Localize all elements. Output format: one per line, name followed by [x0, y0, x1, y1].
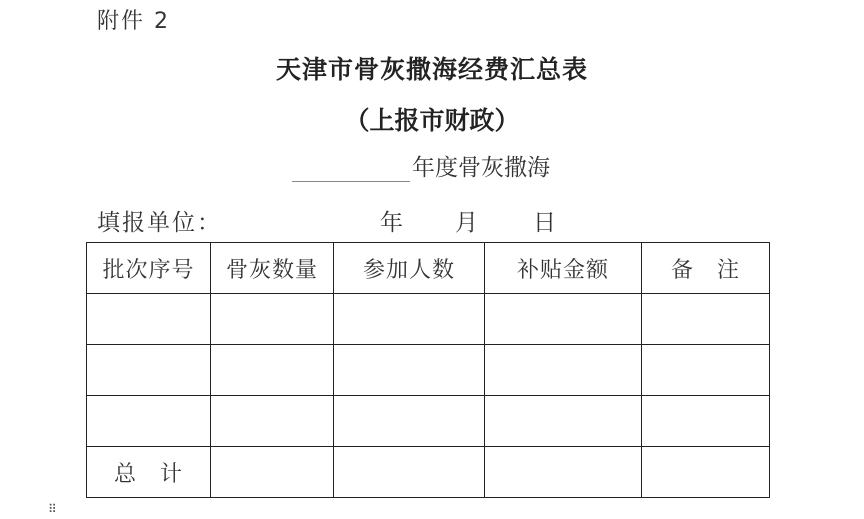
- header-participants: 参加人数: [334, 243, 485, 294]
- attachment-label: 附件 2: [97, 9, 170, 34]
- table-cell[interactable]: [211, 294, 334, 345]
- document-subtitle: （上报市财政）: [344, 106, 520, 135]
- table-cell[interactable]: [642, 447, 770, 498]
- year-suffix: 年度骨灰撒海: [412, 155, 550, 181]
- table-cell[interactable]: [211, 447, 334, 498]
- table-cell[interactable]: [642, 345, 770, 396]
- table-cell[interactable]: [485, 447, 642, 498]
- table-header-row: [87, 243, 770, 294]
- table-cell[interactable]: [211, 345, 334, 396]
- table-cell[interactable]: [334, 396, 485, 447]
- table-cell[interactable]: [334, 345, 485, 396]
- table-cell[interactable]: [642, 396, 770, 447]
- table-row: [87, 396, 770, 447]
- table-cell[interactable]: [485, 396, 642, 447]
- table-cell[interactable]: [485, 345, 642, 396]
- header-subsidy-amount: 补贴金额: [485, 243, 642, 294]
- table-cell[interactable]: [87, 294, 211, 345]
- table-row: [87, 294, 770, 345]
- summary-table: [86, 242, 770, 498]
- reporting-unit-row: [97, 204, 777, 234]
- table-cell[interactable]: [87, 396, 211, 447]
- date-month-label: 月: [455, 210, 478, 236]
- year-line: [292, 154, 550, 182]
- document-title: 天津市骨灰撒海经费汇总表: [275, 55, 588, 84]
- table-row: [87, 345, 770, 396]
- header-batch-number: 批次序号: [87, 243, 211, 294]
- header-ashes-count: 骨灰数量: [211, 243, 334, 294]
- table-cell[interactable]: [87, 345, 211, 396]
- drag-handle-icon[interactable]: ⠿: [48, 502, 57, 516]
- table-cell[interactable]: [211, 396, 334, 447]
- date-year-label: 年: [380, 210, 403, 236]
- table-cell[interactable]: [334, 294, 485, 345]
- total-label: 总 计: [87, 447, 211, 498]
- table-cell[interactable]: [485, 294, 642, 345]
- table-cell[interactable]: [334, 447, 485, 498]
- header-remarks: 备 注: [642, 243, 770, 294]
- date-day-label: 日: [533, 210, 556, 236]
- table-cell[interactable]: [642, 294, 770, 345]
- table-total-row: [87, 447, 770, 498]
- year-blank-field[interactable]: [292, 157, 410, 182]
- reporting-unit-label: 填报单位：: [97, 210, 222, 236]
